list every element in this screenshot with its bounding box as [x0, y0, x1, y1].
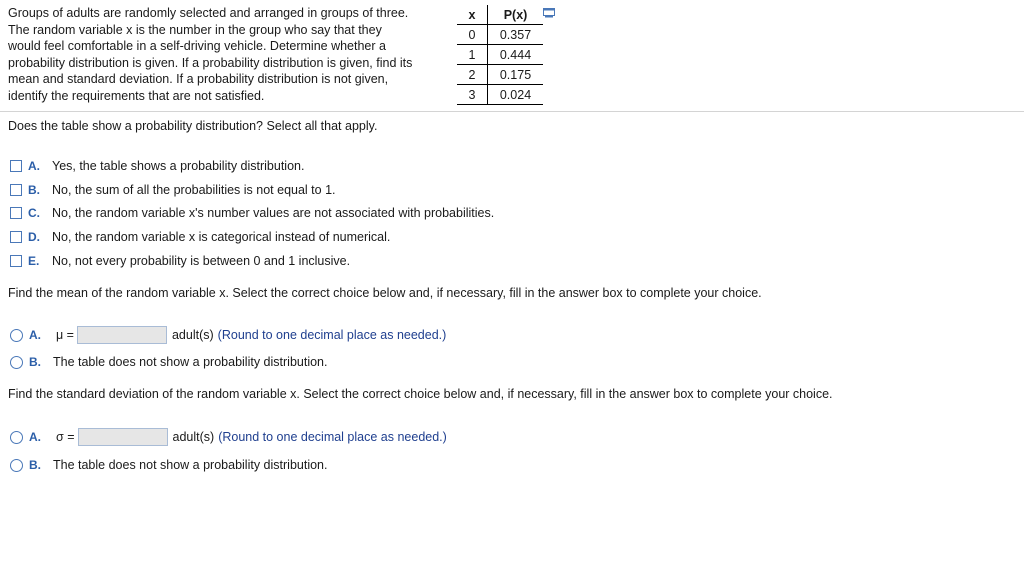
option-text: No, the random variable x is categorical instead of numerical.: [52, 230, 391, 244]
table-row: [457, 45, 543, 65]
option-text: No, not every probability is between 0 and 1 inclusive.: [52, 254, 351, 268]
problem-line: identify the requirements that are not satisfied.: [8, 88, 265, 103]
option-letter: B.: [28, 183, 40, 197]
table-row: [457, 25, 543, 45]
q3-prompt: Find the standard deviation of the random variable x. Select the correct choice below and, if necessary, fill in the answer box to complete your choice.: [8, 387, 833, 401]
mean-answer-input[interactable]: [77, 326, 167, 344]
option-letter: A.: [28, 159, 40, 173]
q2-option-a[interactable]: [10, 327, 446, 343]
table-cell-x: 3: [457, 85, 488, 105]
q3-option-b[interactable]: [10, 457, 327, 473]
table-cell-x: 2: [457, 65, 488, 85]
rounding-hint: (Round to one decimal place as needed.): [217, 328, 447, 342]
q2-prompt: Find the mean of the random variable x. Select the correct choice below and, if necessary, fill in the answer box to complete your choice.: [8, 286, 762, 300]
problem-line: mean and standard deviation. If a probability distribution is not given,: [8, 72, 389, 87]
table-cell-px: 0.444: [488, 45, 544, 65]
option-text: The table does not show a probability distribution.: [53, 355, 328, 369]
probability-table: [457, 5, 543, 105]
section-divider: [0, 111, 1024, 112]
table-cell-px: 0.024: [488, 85, 544, 105]
table-header-px: P(x): [488, 5, 544, 25]
option-letter: C.: [28, 206, 40, 220]
option-letter: B.: [29, 355, 41, 369]
table-cell-px: 0.175: [488, 65, 544, 85]
radio-button[interactable]: [10, 431, 23, 444]
radio-button[interactable]: [10, 459, 23, 472]
q1-option-e[interactable]: [10, 253, 350, 269]
sd-symbol: σ =: [56, 430, 75, 444]
checkbox[interactable]: [10, 184, 22, 196]
q1-option-a[interactable]: [10, 158, 304, 174]
table-row: [457, 65, 543, 85]
table-row: [457, 85, 543, 105]
q1-prompt: Does the table show a probability distribution? Select all that apply.: [8, 119, 378, 133]
problem-statement: [8, 5, 448, 105]
option-text: The table does not show a probability distribution.: [53, 458, 328, 472]
table-cell-px: 0.357: [488, 25, 544, 45]
table-cell-x: 0: [457, 25, 488, 45]
copy-table-icon[interactable]: [543, 8, 555, 18]
table-cell-x: 1: [457, 45, 488, 65]
option-text: No, the random variable x's number values are not associated with probabilities.: [52, 206, 495, 220]
q3-option-a[interactable]: [10, 429, 447, 445]
q1-option-b[interactable]: [10, 182, 336, 198]
option-letter: A.: [29, 430, 41, 444]
q2-option-b[interactable]: [10, 354, 327, 370]
units-label: adult(s): [171, 328, 214, 342]
checkbox[interactable]: [10, 160, 22, 172]
option-letter: A.: [29, 328, 41, 342]
table-header-x: x: [457, 5, 488, 25]
rounding-hint: (Round to one decimal place as needed.): [218, 430, 447, 444]
radio-button[interactable]: [10, 329, 23, 342]
checkbox[interactable]: [10, 207, 22, 219]
option-letter: E.: [28, 254, 40, 268]
problem-line: would feel comfortable in a self-driving vehicle. Determine whether a: [8, 39, 386, 54]
problem-line: probability distribution is given. If a probability distribution is given, find its: [8, 55, 413, 70]
problem-line: Groups of adults are randomly selected and arranged in groups of three.: [8, 6, 409, 20]
table-header-row: [457, 5, 543, 25]
sd-answer-input[interactable]: [78, 428, 168, 446]
q1-option-c[interactable]: [10, 205, 494, 221]
checkbox[interactable]: [10, 255, 22, 267]
option-letter: B.: [29, 458, 41, 472]
option-text: No, the sum of all the probabilities is not equal to 1.: [52, 183, 336, 197]
radio-button[interactable]: [10, 356, 23, 369]
problem-line: The random variable x is the number in the group who say that they: [8, 22, 382, 37]
q1-option-d[interactable]: [10, 229, 390, 245]
checkbox[interactable]: [10, 231, 22, 243]
units-label: adult(s): [172, 430, 215, 444]
mean-symbol: μ =: [56, 328, 74, 342]
option-text: Yes, the table shows a probability distribution.: [52, 159, 305, 173]
option-letter: D.: [28, 230, 40, 244]
